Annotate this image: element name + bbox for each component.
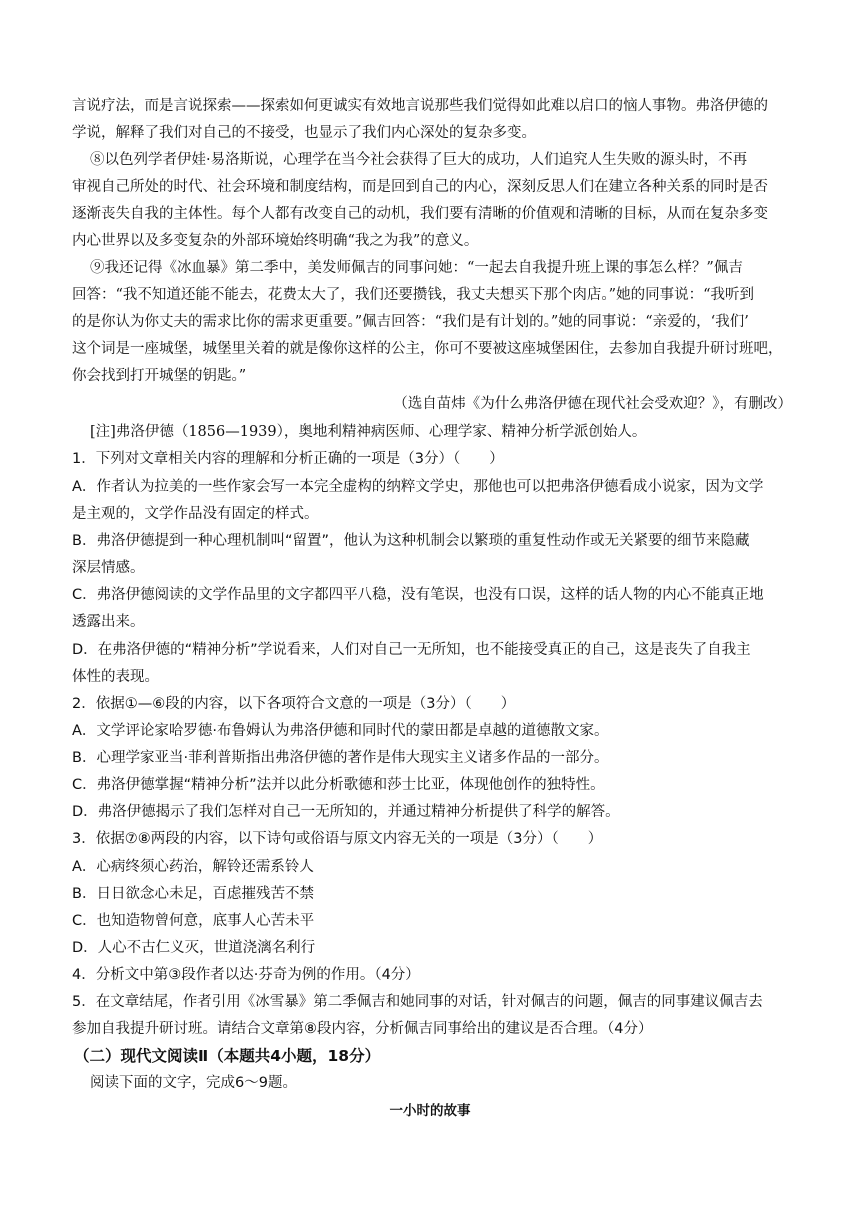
source-citation: （选自苗炜《为什么弗洛伊德在现代社会受欢迎？》，有删改） [393, 396, 792, 412]
option-line: A．文学评论家哈罗德·布鲁姆认为弗洛伊德和同时代的蒙田都是卓越的道德散文家。 [72, 723, 609, 739]
option-line: C．弗洛伊德掌握“精神分析”法并以此分析歌德和莎士比亚，体现他创作的独特性。 [72, 777, 605, 793]
option-line: B．弗洛伊德提到一种心理机制叫“留置”，他认为这种机制会以繁琐的重复性动作或无关紧要的细节来隐藏 [72, 533, 750, 549]
option-line: 透露出来。 [72, 614, 145, 630]
option-line: B．日日欲念心未足，百虑摧残苦不禁 [72, 886, 314, 902]
option-line: D．人心不古仁义灭，世道浇漓名利行 [72, 940, 316, 956]
question-3: 3．依据⑦⑧两段的内容，以下诗句或俗语与原文内容无关的一项是（3分）（ ） [72, 831, 603, 847]
question-4: 4．分析文中第③段作者以达·芬奇为例的作用。（4分） [72, 967, 420, 983]
option-line: 体性的表现。 [72, 669, 159, 685]
passage-line: 回答：“我不知道还能不能去，花费太大了，我们还要攒钱，我丈夫想买下那个肉店。”她的同事说：“我听到 [72, 287, 754, 303]
option-line: A．作者认为拉美的一些作家会写一本完全虚构的纳粹文学史，那他也可以把弗洛伊德看成小说家，因为文学 [72, 479, 764, 495]
option-line: D．在弗洛伊德的“精神分析”学说看来，人们对自己一无所知，也不能接受真正的自己，这是丧失了自我主 [72, 642, 751, 658]
passage-line: 言说疗法，而是言说探索——探索如何更诚实有效地言说那些我们觉得如此难以启口的恼人事物。弗洛伊德的 [72, 98, 768, 114]
question-1: 1．下列对文章相关内容的理解和分析正确的一项是（3分）（ ） [72, 451, 504, 467]
question-5-cont: 参加自我提升研讨班。请结合文章第⑧段内容，分析佩吉同事给出的建议是否合理。（4分） [72, 1021, 653, 1037]
option-line: A．心病终须心药治，解铃还需系铃人 [72, 859, 314, 875]
option-line: D．弗洛伊德揭示了我们怎样对自己一无所知的，并通过精神分析提供了科学的解答。 [72, 804, 620, 820]
passage-line: 你会找到打开城堡的钥匙。” [72, 368, 247, 384]
passage-line: 内心世界以及多变复杂的外部环境始终明确“我之为我”的意义。 [72, 233, 479, 249]
option-line: B．心理学家亚当·菲利普斯指出弗洛伊德的著作是伟大现实主义诸多作品的一部分。 [72, 750, 609, 766]
question-2: 2．依据①—⑥段的内容，以下各项符合文意的一项是（3分）（ ） [72, 696, 516, 712]
paragraph-9-start: ⑨我还记得《冰血暴》第二季中，美发师佩吉的同事问她：“一起去自我提升班上课的事怎么样？”佩吉 [90, 260, 743, 276]
option-line: 是主观的，文学作品没有固定的样式。 [72, 506, 319, 522]
passage-line: 的是你认为你丈夫的需求比你的需求更重要。”佩吉回答：“我们是有计划的。”她的同事说：“亲爱的，‘我们’ [72, 314, 749, 330]
passage-line: 这个词是一座城堡，城堡里关着的就是像你这样的公主，你可不要被这座城堡困住，去参加自我提升研讨班吧， [72, 341, 783, 357]
passage-line: 审视自己所处的时代、社会环境和制度结构，而是回到自己的内心，深刻反思人们在建立各种关系的同时是否 [72, 179, 768, 195]
section-instruction: 阅读下面的文字，完成6～9题。 [90, 1075, 297, 1091]
story-title: 一小时的故事 [389, 1103, 471, 1119]
paragraph-8-start: ⑧以色列学者伊娃·易洛斯说，心理学在当今社会获得了巨大的成功，人们追究人生失败的源头时，不再 [90, 152, 748, 168]
passage-line: 逐渐丧失自我的主体性。每个人都有改变自己的动机，我们要有清晰的价值观和清晰的目标，从而在复杂多变 [72, 206, 768, 222]
section-heading: （二）现代文阅读Ⅱ（本题共4小题，18分） [74, 1047, 381, 1065]
footnote: [注]弗洛伊德（1856—1939），奥地利精神病医师、心理学家、精神分析学派创始人。 [90, 424, 647, 440]
option-line: 深层情感。 [72, 560, 145, 576]
option-line: C．也知造物曾何意，底事人心苦未平 [72, 913, 315, 929]
question-5: 5．在文章结尾，作者引用《冰雪暴》第二季佩吉和她同事的对话，针对佩吉的问题，佩吉的同事建议佩吉去 [72, 994, 763, 1010]
passage-line: 学说，解释了我们对自己的不接受，也显示了我们内心深处的复杂多变。 [72, 125, 536, 141]
option-line: C．弗洛伊德阅读的文学作品里的文字都四平八稳，没有笔误，也没有口误，这样的话人物的内心不能真正地 [72, 587, 764, 603]
